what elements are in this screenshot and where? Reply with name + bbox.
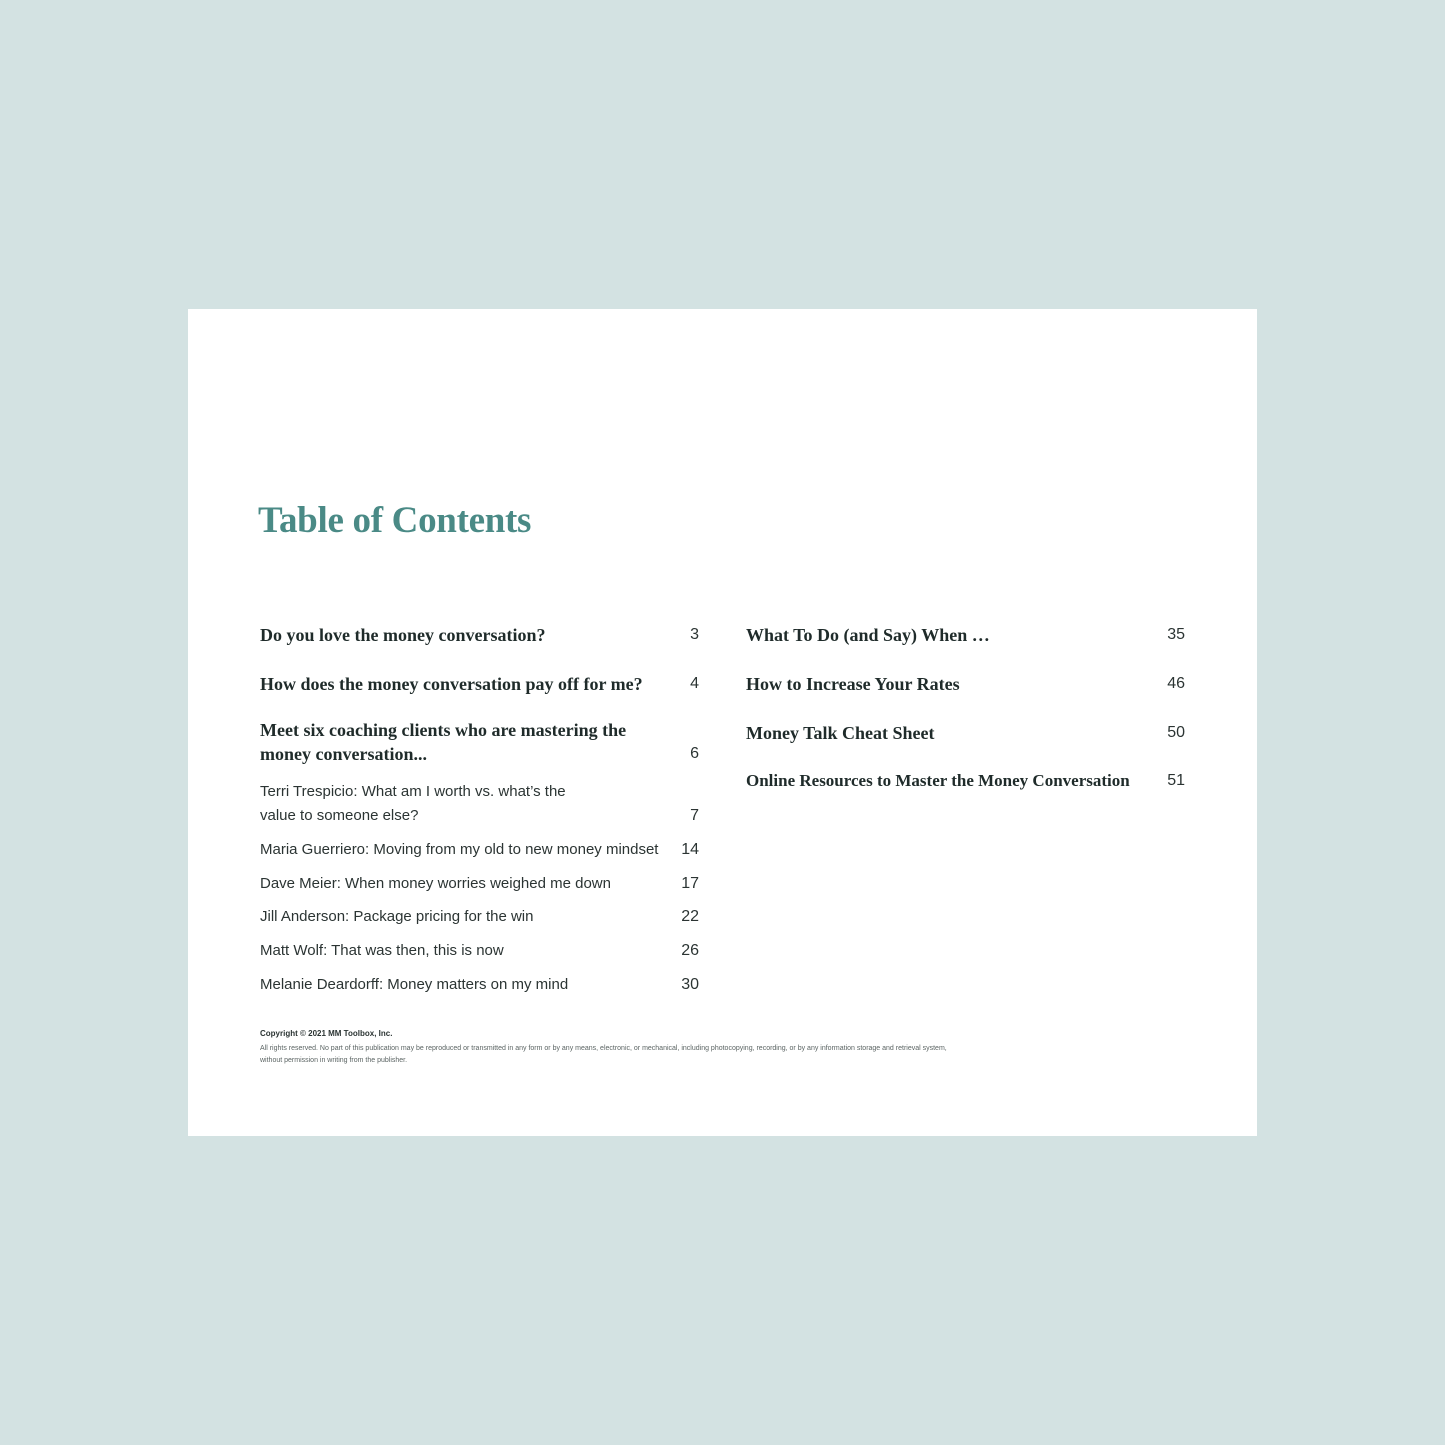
toc-subentry[interactable] [260, 872, 699, 896]
toc-page-number: 46 [1167, 675, 1185, 692]
toc-entry-label: Online Resources to Master the Money Conversation [746, 771, 1130, 790]
toc-page-number: 14 [681, 841, 699, 858]
toc-page-number: 35 [1167, 626, 1185, 643]
toc-subentry-label: Jill Anderson: Package pricing for the win [260, 908, 534, 925]
toc-subentry[interactable] [260, 905, 699, 929]
toc-entry[interactable] [746, 623, 1185, 647]
toc-subentry[interactable] [260, 838, 699, 862]
toc-page-number: 26 [681, 942, 699, 959]
toc-subentry-label: Matt Wolf: That was then, this is now [260, 942, 504, 959]
toc-subentry[interactable] [260, 939, 699, 963]
toc-entry-label: How to Increase Your Rates [746, 674, 960, 694]
toc-page-number: 50 [1167, 724, 1185, 741]
toc-entry[interactable] [746, 672, 1185, 696]
copyright-title: Copyright © 2021 MM Toolbox, Inc. [260, 1029, 393, 1038]
toc-entry-label: How does the money conversation pay off for me? [260, 674, 643, 694]
toc-entry[interactable] [260, 623, 699, 647]
toc-entry-label: Money Talk Cheat Sheet [746, 723, 935, 743]
toc-page-number: 7 [690, 807, 699, 824]
document-page [188, 309, 1257, 1136]
toc-subentry[interactable] [260, 780, 699, 828]
copyright-block [260, 1029, 960, 1067]
toc-subentry-label: Melanie Deardorff: Money matters on my mind [260, 976, 569, 993]
toc-entry-label: Meet six coaching clients who are mastering the money conversation... [260, 720, 627, 764]
toc-entry[interactable] [746, 769, 1185, 793]
toc-entry-label: What To Do (and Say) When … [746, 625, 990, 645]
toc-page-number: 51 [1167, 772, 1185, 789]
toc-page-number: 22 [681, 908, 699, 925]
page-title: Table of Contents [258, 500, 532, 541]
toc-subentry-label: Maria Guerriero: Moving from my old to new money mindset [260, 841, 659, 858]
toc-page-number: 3 [690, 626, 699, 643]
toc-entry[interactable] [260, 672, 699, 696]
toc-entry[interactable] [260, 718, 699, 766]
toc-entry[interactable] [746, 721, 1185, 745]
toc-subentry-label: Terri Trespicio: What am I worth vs. what’s the value to someone else? [260, 783, 566, 824]
toc-subentry-label: Dave Meier: When money worries weighed me down [260, 875, 611, 892]
toc-subentry[interactable] [260, 973, 699, 997]
toc-entry-label: Do you love the money conversation? [260, 625, 546, 645]
toc-page-number: 30 [681, 976, 699, 993]
copyright-notice: All rights reserved. No part of this publication may be reproduced or transmitted in any form or by any means, electronic, or mechanical, including photocopying, recording, or by any information storage and retrieval system, without permission in writing from the publisher. [260, 1045, 947, 1064]
toc-page-number: 4 [690, 675, 699, 692]
toc-page-number: 6 [690, 745, 699, 762]
toc-page-number: 17 [681, 875, 699, 892]
